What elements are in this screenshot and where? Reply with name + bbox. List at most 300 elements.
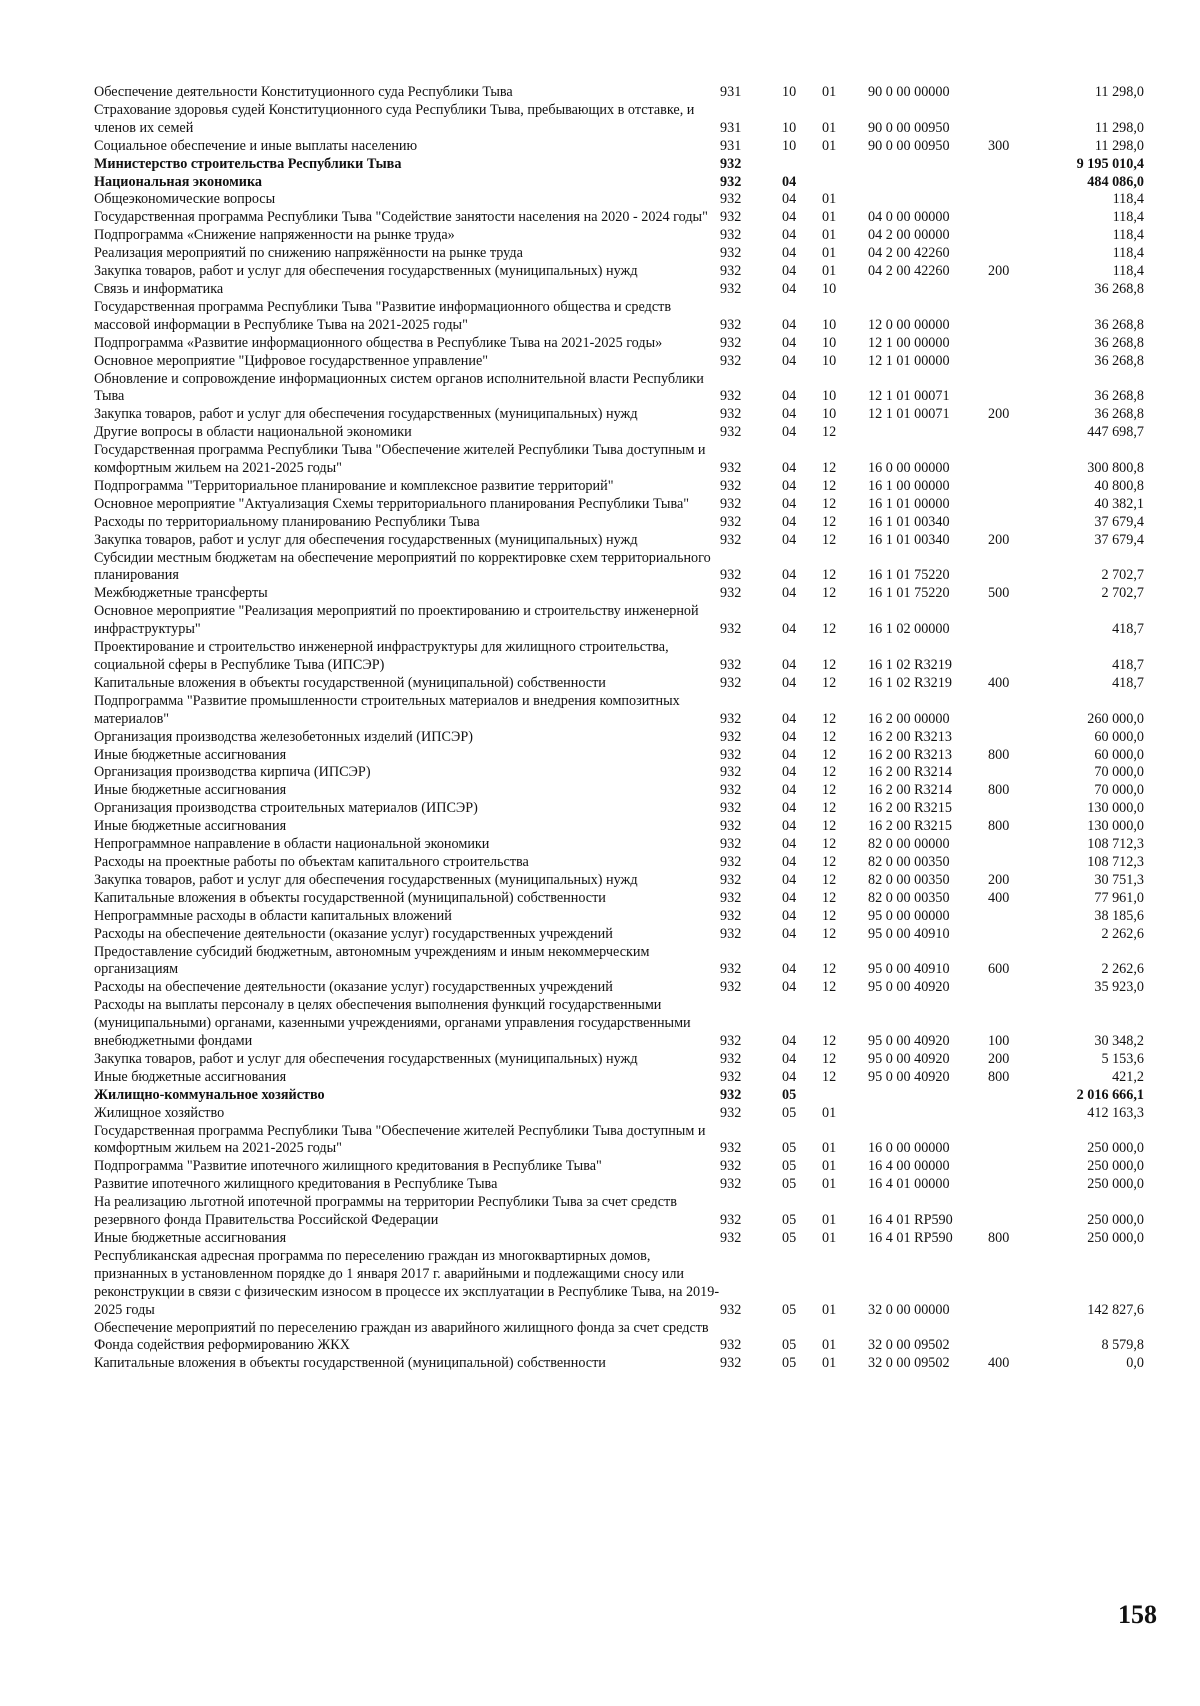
section-code: 05 — [782, 1337, 797, 1354]
subsection-code: 12 — [822, 477, 837, 494]
table-row — [94, 979, 1144, 997]
amount: 11 298,0 — [1094, 119, 1144, 136]
amount: 77 961,0 — [1094, 889, 1144, 906]
expense-type-code: 100 — [988, 1033, 1010, 1050]
target-article-code: 04 2 00 00000 — [868, 227, 950, 244]
table-row — [94, 1123, 1144, 1159]
subsection-code: 01 — [822, 1230, 837, 1246]
target-article-code: 16 2 00 R3213 — [868, 728, 952, 745]
target-article-code: 16 1 02 00000 — [868, 621, 950, 638]
section-code: 04 — [782, 836, 797, 853]
amount: 9 195 010,4 — [1076, 155, 1144, 172]
expense-type-code — [988, 1320, 1040, 1356]
section-code: 04 — [782, 513, 797, 530]
target-article-code: 16 0 00 00000 — [868, 460, 950, 477]
section-code: 10 — [782, 84, 797, 100]
item-name: Реализация мероприятий по снижению напряжённости на рынке труда — [94, 245, 523, 262]
item-name: Субсидии местным бюджетам на обеспечение мероприятий по корректировке схем территориального планирования — [94, 549, 711, 584]
table-row — [94, 209, 1144, 227]
expense-type-code — [988, 335, 1040, 353]
table-row — [94, 156, 1144, 174]
section-code: 04 — [782, 460, 797, 477]
section-code: 04 — [782, 657, 797, 673]
department-code: 932 — [720, 495, 742, 512]
item-name: Подпрограмма «Развитие информационного общества в Республике Тыва на 2021-2025 годы» — [94, 334, 663, 351]
section-code: 05 — [782, 1086, 797, 1103]
subsection-code: 12 — [822, 818, 837, 835]
department-code: 932 — [720, 621, 742, 638]
amount: 70 000,0 — [1094, 782, 1144, 799]
section-code: 05 — [782, 1176, 797, 1193]
table-row — [94, 747, 1144, 765]
table-row — [94, 84, 1144, 102]
section-code: 04 — [782, 531, 797, 548]
item-name: Организация производства железобетонных изделий (ИПСЭР) — [94, 728, 473, 745]
target-article-code — [868, 156, 988, 174]
subsection-code: 10 — [822, 406, 837, 423]
expense-type-code: 300 — [988, 137, 1010, 154]
subsection-code: 01 — [822, 191, 837, 208]
expense-type-code — [988, 908, 1040, 926]
subsection-code: 12 — [822, 1050, 837, 1067]
amount: 11 298,0 — [1094, 84, 1144, 100]
department-code: 932 — [720, 836, 742, 853]
item-name: Государственная программа Республики Тыва "Содействие занятости населения на 2020 - 2024 годы" — [94, 209, 708, 226]
amount: 421,2 — [1112, 1068, 1144, 1085]
subsection-code: 12 — [822, 925, 837, 942]
target-article-code: 12 1 01 00000 — [868, 352, 950, 369]
table-row — [94, 729, 1144, 747]
subsection-code: 10 — [822, 316, 837, 333]
expense-type-code — [988, 227, 1040, 245]
section-code: 04 — [782, 889, 797, 906]
department-code: 931 — [720, 84, 742, 100]
subsection-code: 01 — [822, 263, 837, 280]
amount: 30 348,2 — [1094, 1033, 1144, 1050]
table-row — [94, 764, 1144, 782]
section-code — [782, 156, 822, 174]
subsection-code: 01 — [822, 119, 837, 136]
amount: 300 800,8 — [1087, 460, 1144, 477]
item-name: Подпрограмма "Развитие ипотечного жилищного кредитования в Республике Тыва" — [94, 1158, 602, 1175]
section-code: 04 — [782, 800, 797, 817]
item-name: Расходы на обеспечение деятельности (оказание услуг) государственных учреждений — [94, 925, 613, 942]
table-row — [94, 550, 1144, 586]
subsection-code: 01 — [822, 1212, 837, 1229]
amount: 35 923,0 — [1094, 979, 1144, 996]
expense-type-code: 200 — [988, 263, 1010, 280]
amount: 2 016 666,1 — [1076, 1086, 1144, 1103]
department-code: 932 — [720, 1355, 742, 1372]
target-article-code: 16 2 00 R3215 — [868, 818, 952, 835]
item-name: Предоставление субсидий бюджетным, автономным учреждениям и иным некоммерческим организациям — [94, 943, 650, 978]
target-article-code: 12 1 01 00071 — [868, 388, 950, 405]
item-name: Общеэкономические вопросы — [94, 191, 276, 208]
subsection-code: 01 — [822, 1301, 837, 1318]
item-name: Основное мероприятие "Реализация мероприятий по проектированию и строительству инженерной инфраструктуры" — [94, 603, 699, 638]
item-name: Расходы на выплаты персоналу в целях обеспечения выполнения функций государственными (муниципальными) органами, казенными учреждениями, органами управления государственными внебюджетными фондами — [94, 997, 691, 1050]
amount: 118,4 — [1112, 263, 1144, 280]
target-article-code: 16 2 00 R3215 — [868, 800, 952, 817]
section-code: 04 — [782, 567, 797, 584]
department-code: 932 — [720, 1140, 742, 1157]
item-name: Иные бюджетные ассигнования — [94, 1068, 287, 1085]
item-name: Государственная программа Республики Тыва "Обеспечение жителей Республики Тыва доступным и комфортным жильем на 2021-2025 годы" — [94, 442, 706, 477]
item-name: Капитальные вложения в объекты государственной (муниципальной) собственности — [94, 1355, 606, 1372]
expense-type-code: 200 — [988, 871, 1010, 888]
target-article-code: 90 0 00 00950 — [868, 119, 950, 136]
expense-type-code — [988, 209, 1040, 227]
table-row — [94, 675, 1144, 693]
item-name: Подпрограмма "Территориальное планирование и комплексное развитие территорий" — [94, 477, 614, 494]
department-code: 932 — [720, 388, 742, 405]
target-article-code — [868, 1105, 988, 1123]
item-name: Жилищное хозяйство — [94, 1104, 225, 1121]
expense-type-code — [988, 1087, 1040, 1105]
amount: 418,7 — [1112, 674, 1144, 691]
table-row — [94, 1051, 1144, 1069]
page-number: 158 — [1118, 1600, 1157, 1629]
subsection-code: 10 — [822, 352, 837, 369]
subsection-code: 10 — [822, 280, 837, 297]
table-row — [94, 532, 1144, 550]
amount: 130 000,0 — [1087, 800, 1144, 817]
amount: 484 086,0 — [1087, 173, 1144, 190]
table-row — [94, 371, 1144, 407]
expense-type-code — [988, 1194, 1040, 1230]
section-code: 05 — [782, 1212, 797, 1229]
item-name: Основное мероприятие "Актуализация Схемы территориального планирования Республики Тыва" — [94, 495, 690, 512]
department-code: 932 — [720, 1212, 742, 1229]
section-code: 04 — [782, 925, 797, 942]
target-article-code — [868, 174, 988, 192]
section-code: 04 — [782, 746, 797, 763]
table-row — [94, 424, 1144, 442]
expense-type-code: 400 — [988, 674, 1010, 691]
amount: 40 382,1 — [1094, 495, 1144, 512]
item-name: Расходы на обеспечение деятельности (оказание услуг) государственных учреждений — [94, 979, 613, 996]
amount: 2 702,7 — [1101, 567, 1144, 584]
item-name: Иные бюджетные ассигнования — [94, 818, 287, 835]
amount: 108 712,3 — [1087, 836, 1144, 853]
subsection-code: 12 — [822, 1033, 837, 1050]
amount: 130 000,0 — [1087, 818, 1144, 835]
amount: 118,4 — [1112, 245, 1144, 262]
expense-type-code — [988, 603, 1040, 639]
section-code: 04 — [782, 818, 797, 835]
section-code: 04 — [782, 424, 797, 441]
department-code: 931 — [720, 137, 742, 154]
department-code: 932 — [720, 1068, 742, 1085]
amount: 250 000,0 — [1087, 1230, 1144, 1246]
item-name: Непрограммные расходы в области капитальных вложений — [94, 907, 452, 924]
amount: 447 698,7 — [1087, 424, 1144, 441]
department-code: 932 — [720, 1050, 742, 1067]
department-code: 932 — [720, 764, 742, 781]
subsection-code: 01 — [822, 209, 837, 226]
department-code: 932 — [720, 531, 742, 548]
section-code: 04 — [782, 477, 797, 494]
target-article-code: 16 4 01 00000 — [868, 1176, 950, 1193]
subsection-code: 01 — [822, 1158, 837, 1175]
table-row — [94, 836, 1144, 854]
expense-type-code: 200 — [988, 531, 1010, 548]
table-row — [94, 227, 1144, 245]
expense-type-code: 800 — [988, 782, 1010, 799]
department-code: 932 — [720, 460, 742, 477]
subsection-code: 01 — [822, 227, 837, 244]
expense-type-code: 800 — [988, 746, 1010, 763]
expense-type-code — [988, 514, 1040, 532]
table-row — [94, 1194, 1144, 1230]
item-name: Государственная программа Республики Тыва "Обеспечение жителей Республики Тыва доступным и комфортным жильем на 2021-2025 годы" — [94, 1122, 706, 1157]
subsection-code: 12 — [822, 657, 837, 673]
amount: 38 185,6 — [1094, 907, 1144, 924]
section-code: 04 — [782, 316, 797, 333]
subsection-code: 12 — [822, 674, 837, 691]
target-article-code: 16 1 00 00000 — [868, 477, 950, 494]
department-code: 932 — [720, 1301, 742, 1318]
expense-type-code — [988, 854, 1040, 872]
target-article-code — [868, 424, 988, 442]
target-article-code: 12 1 00 00000 — [868, 334, 950, 351]
subsection-code: 10 — [822, 388, 837, 405]
section-code: 04 — [782, 782, 797, 799]
expense-type-code: 400 — [988, 889, 1010, 906]
target-article-code: 04 2 00 42260 — [868, 245, 950, 262]
item-name: Расходы по территориальному планированию Республики Тыва — [94, 513, 480, 530]
target-article-code: 82 0 00 00350 — [868, 889, 950, 906]
department-code: 932 — [720, 567, 742, 584]
department-code: 931 — [720, 119, 742, 136]
subsection-code: 12 — [822, 907, 837, 924]
section-code: 04 — [782, 1050, 797, 1067]
table-row — [94, 944, 1144, 980]
item-name: Страхование здоровья судей Конституционного суда Республики Тыва, пребывающих в отставке, и членов их семей — [94, 101, 695, 136]
item-name: Обновление и сопровождение информационных систем органов исполнительной власти Республики Тыва — [94, 370, 704, 405]
amount: 250 000,0 — [1087, 1176, 1144, 1193]
subsection-code: 12 — [822, 746, 837, 763]
subsection-code: 12 — [822, 728, 837, 745]
table-row — [94, 1230, 1144, 1248]
section-code: 04 — [782, 1068, 797, 1085]
table-row — [94, 1105, 1144, 1123]
expense-type-code — [988, 1248, 1040, 1320]
section-code: 04 — [782, 710, 797, 727]
item-name: Национальная экономика — [94, 173, 263, 190]
amount: 418,7 — [1112, 657, 1144, 673]
expense-type-code: 500 — [988, 585, 1010, 602]
target-article-code: 12 1 01 00071 — [868, 406, 950, 423]
target-article-code: 95 0 00 40920 — [868, 979, 950, 996]
item-name: Подпрограмма «Снижение напряженности на рынке труда» — [94, 227, 455, 244]
amount: 60 000,0 — [1094, 728, 1144, 745]
item-name: Жилищно-коммунальное хозяйство — [94, 1086, 325, 1103]
table-row — [94, 174, 1144, 192]
table-row — [94, 782, 1144, 800]
subsection-code: 12 — [822, 871, 837, 888]
department-code: 932 — [720, 1337, 742, 1354]
table-row — [94, 478, 1144, 496]
expense-type-code — [988, 102, 1040, 138]
section-code: 04 — [782, 406, 797, 423]
amount: 142 827,6 — [1087, 1301, 1144, 1318]
subsection-code: 12 — [822, 961, 837, 978]
subsection-code — [822, 174, 868, 192]
expense-type-code — [988, 353, 1040, 371]
subsection-code: 12 — [822, 764, 837, 781]
target-article-code: 16 1 01 00340 — [868, 513, 950, 530]
department-code: 932 — [720, 1086, 742, 1103]
item-name: Связь и информатика — [94, 280, 224, 297]
section-code: 04 — [782, 764, 797, 781]
subsection-code: 01 — [822, 1176, 837, 1193]
department-code: 932 — [720, 728, 742, 745]
target-article-code — [868, 281, 988, 299]
amount: 40 800,8 — [1094, 477, 1144, 494]
section-code: 05 — [782, 1140, 797, 1157]
section-code: 05 — [782, 1158, 797, 1175]
item-name: Закупка товаров, работ и услуг для обеспечения государственных (муниципальных) нужд — [94, 263, 638, 280]
subsection-code: 12 — [822, 585, 837, 602]
expense-type-code — [988, 281, 1040, 299]
table-row — [94, 1176, 1144, 1194]
target-article-code: 82 0 00 00350 — [868, 871, 950, 888]
item-name: Капитальные вложения в объекты государственной (муниципальной) собственности — [94, 674, 606, 691]
section-code: 04 — [782, 173, 797, 190]
item-name: Организация производства строительных материалов (ИПСЭР) — [94, 800, 478, 817]
subsection-code: 12 — [822, 513, 837, 530]
target-article-code: 90 0 00 00950 — [868, 137, 950, 154]
section-code: 10 — [782, 119, 797, 136]
amount: 2 262,6 — [1101, 925, 1144, 942]
item-name: Иные бюджетные ассигнования — [94, 746, 287, 763]
table-row — [94, 1248, 1144, 1320]
section-code: 04 — [782, 1033, 797, 1050]
department-code: 932 — [720, 818, 742, 835]
department-code: 932 — [720, 979, 742, 996]
section-code: 04 — [782, 979, 797, 996]
amount: 118,4 — [1112, 227, 1144, 244]
subsection-code: 12 — [822, 782, 837, 799]
department-code: 932 — [720, 853, 742, 870]
amount: 8 579,8 — [1101, 1337, 1144, 1354]
department-code: 932 — [720, 907, 742, 924]
subsection-code: 12 — [822, 460, 837, 477]
section-code: 05 — [782, 1230, 797, 1246]
table-row — [94, 1069, 1144, 1087]
target-article-code: 82 0 00 00350 — [868, 853, 950, 870]
table-row — [94, 496, 1144, 514]
expense-type-code — [988, 1105, 1040, 1123]
expense-type-code: 800 — [988, 1230, 1010, 1246]
item-name: Другие вопросы в области национальной экономики — [94, 424, 412, 441]
target-article-code: 95 0 00 00000 — [868, 907, 950, 924]
subsection-code: 01 — [822, 84, 837, 100]
section-code: 04 — [782, 388, 797, 405]
target-article-code: 16 1 01 00000 — [868, 495, 950, 512]
item-name: Закупка товаров, работ и услуг для обеспечения государственных (муниципальных) нужд — [94, 871, 638, 888]
section-code: 04 — [782, 352, 797, 369]
amount: 36 268,8 — [1094, 406, 1144, 423]
table-row — [94, 245, 1144, 263]
department-code: 932 — [720, 280, 742, 297]
subsection-code: 12 — [822, 889, 837, 906]
amount: 36 268,8 — [1094, 352, 1144, 369]
target-article-code: 12 0 00 00000 — [868, 316, 950, 333]
item-name: Развитие ипотечного жилищного кредитования в Республике Тыва — [94, 1176, 498, 1193]
section-code: 04 — [782, 280, 797, 297]
expense-type-code — [988, 84, 1040, 102]
amount: 37 679,4 — [1094, 513, 1144, 530]
target-article-code: 32 0 00 09502 — [868, 1337, 950, 1354]
department-code: 932 — [720, 316, 742, 333]
department-code: 932 — [720, 245, 742, 262]
expense-type-code — [988, 979, 1040, 997]
department-code: 932 — [720, 263, 742, 280]
table-row — [94, 800, 1144, 818]
expense-type-code — [988, 729, 1040, 747]
expense-type-code — [988, 371, 1040, 407]
section-code: 04 — [782, 674, 797, 691]
expense-type-code — [988, 245, 1040, 263]
section-code: 04 — [782, 209, 797, 226]
subsection-code — [822, 1087, 868, 1105]
amount: 418,7 — [1112, 621, 1144, 638]
amount: 36 268,8 — [1094, 388, 1144, 405]
target-article-code — [868, 191, 988, 209]
department-code: 932 — [720, 477, 742, 494]
item-name: Капитальные вложения в объекты государственной (муниципальной) собственности — [94, 889, 606, 906]
department-code: 932 — [720, 1104, 742, 1121]
item-name: Закупка товаров, работ и услуг для обеспечения государственных (муниципальных) нужд — [94, 1050, 638, 1067]
department-code: 932 — [720, 800, 742, 817]
subsection-code: 12 — [822, 1068, 837, 1085]
target-article-code: 16 0 00 00000 — [868, 1140, 950, 1157]
department-code: 932 — [720, 961, 742, 978]
table-row — [94, 281, 1144, 299]
table-row — [94, 639, 1144, 675]
table-row — [94, 299, 1144, 335]
item-name: Государственная программа Республики Тыва "Развитие информационного общества и средств массовой информации в Республике Тыва на 2021-2025 годы" — [94, 298, 672, 333]
table-body — [94, 84, 1144, 1373]
department-code: 932 — [720, 155, 742, 172]
item-name: Расходы на проектные работы по объектам капитального строительства — [94, 853, 529, 870]
department-code: 932 — [720, 1158, 742, 1175]
target-article-code: 32 0 00 00000 — [868, 1301, 950, 1318]
expense-type-code: 200 — [988, 406, 1010, 423]
expense-type-code — [988, 496, 1040, 514]
table-row — [94, 263, 1144, 281]
section-code: 04 — [782, 728, 797, 745]
table-row — [94, 997, 1144, 1051]
department-code: 932 — [720, 424, 742, 441]
amount: 36 268,8 — [1094, 316, 1144, 333]
section-code: 05 — [782, 1355, 797, 1372]
table-row — [94, 854, 1144, 872]
amount: 118,4 — [1112, 209, 1144, 226]
expense-type-code — [988, 693, 1040, 729]
item-name: Межбюджетные трансферты — [94, 585, 268, 602]
department-code: 932 — [720, 1033, 742, 1050]
subsection-code: 01 — [822, 1140, 837, 1157]
table-row — [94, 926, 1144, 944]
subsection-code: 10 — [822, 334, 837, 351]
target-article-code: 16 1 02 R3219 — [868, 674, 952, 691]
department-code: 932 — [720, 1176, 742, 1193]
amount: 30 751,3 — [1094, 871, 1144, 888]
department-code: 932 — [720, 657, 742, 673]
